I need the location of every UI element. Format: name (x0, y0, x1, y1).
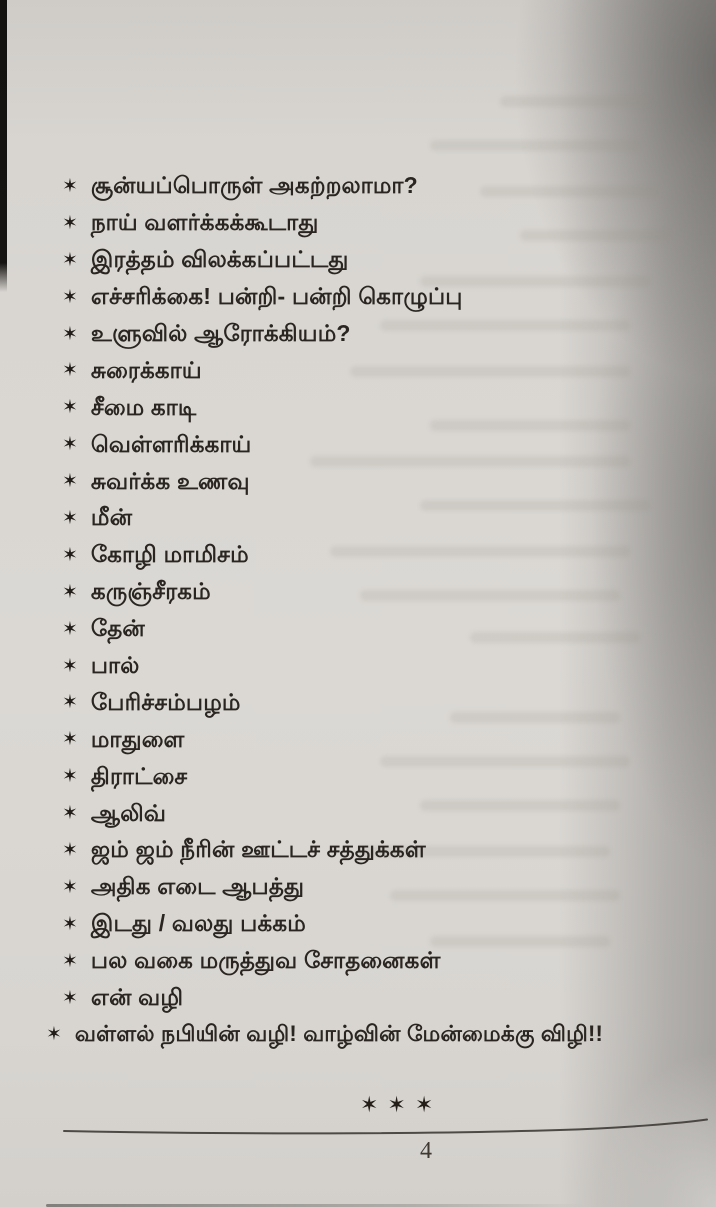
star-bullet-icon: ✶ (62, 249, 78, 271)
toc-entry (0, 612, 716, 649)
toc-entry (0, 759, 716, 796)
toc-entry (0, 907, 716, 944)
toc-entry-label: சீமை காடி (90, 393, 197, 420)
star-bullet-icon: ✶ (62, 803, 78, 825)
toc-entry-label: இடது / வலது பக்கம் (90, 910, 307, 937)
toc-entry-label: கருஞ்சீரகம் (90, 578, 211, 605)
toc-entry (0, 722, 716, 759)
toc-entry-label: மீன் (90, 504, 133, 531)
star-bullet-icon: ✶ (62, 729, 78, 751)
star-bullet-icon: ✶ (62, 581, 78, 603)
star-bullet-icon: ✶ (62, 544, 78, 566)
toc-entry-label: உளுவில் ஆரோக்கியம்? (90, 320, 351, 346)
toc-entry-label: நாய் வளர்க்கக்கூடாது (90, 209, 319, 236)
star-bullet-icon: ✶ (62, 766, 78, 788)
star-bullet-icon: ✶ (62, 987, 78, 1009)
star-bullet-icon: ✶ (62, 471, 78, 493)
toc-entry-label: திராட்சை (90, 762, 188, 789)
toc-entry (0, 427, 716, 464)
star-bullet-icon: ✶ (62, 507, 78, 529)
star-bullet-icon: ✶ (62, 692, 78, 714)
table-of-contents (0, 169, 716, 1054)
toc-entry-label: கோழி மாமிசம் (90, 541, 249, 568)
star-bullet-icon: ✶ (62, 286, 78, 308)
toc-entry-label: எச்சரிக்கை! பன்றி- பன்றி கொழுப்பு (90, 283, 463, 310)
toc-entry-label: அதிக எடை ஆபத்து (90, 873, 305, 900)
star-bullet-icon: ✶ (62, 913, 78, 935)
toc-entry-label: வள்ளல் நபியின் வழி! வாழ்வின் மேன்மைக்கு விழி!! (74, 1021, 604, 1047)
toc-entry-label: மாதுளை (90, 725, 185, 752)
star-bullet-icon: ✶ (62, 212, 78, 234)
star-bullet-icon: ✶ (46, 1024, 62, 1046)
bleedthrough-artifact (430, 140, 640, 151)
toc-entry (0, 833, 716, 870)
toc-entry-label: பல வகை மருத்துவ சோதனைகள் (90, 947, 441, 974)
toc-entry (0, 870, 716, 907)
toc-entry-label: சூன்யப்பொருள் அகற்றலாமா? (90, 172, 418, 199)
section-end-stars-icon: ✶✶✶ (360, 1092, 443, 1117)
toc-entry-label: பேரிச்சம்பழம் (90, 688, 241, 715)
toc-entry (0, 501, 716, 538)
footer-rule (0, 1118, 716, 1142)
toc-entry-label: பால் (90, 652, 140, 679)
star-bullet-icon: ✶ (62, 950, 78, 972)
toc-entry-label: தேன் (90, 615, 145, 642)
star-bullet-icon: ✶ (62, 876, 78, 898)
star-bullet-icon: ✶ (62, 655, 78, 677)
toc-entry (0, 243, 716, 280)
toc-entry-label: ஜம் ஜம் நீரின் ஊட்டச் சத்துக்கள் (90, 836, 426, 863)
toc-entry-label: ஆலிவ் (90, 799, 167, 826)
star-bullet-icon: ✶ (62, 360, 78, 382)
toc-entry (0, 796, 716, 833)
star-bullet-icon: ✶ (62, 175, 78, 197)
toc-entry (0, 390, 716, 427)
toc-entry (0, 169, 716, 206)
toc-entry-label: இரத்தம் விலக்கப்பட்டது (90, 246, 349, 273)
toc-entry (0, 353, 716, 390)
toc-entry (0, 685, 716, 722)
toc-entry (0, 280, 716, 317)
toc-entry (0, 649, 716, 686)
toc-entry (0, 575, 716, 612)
star-bullet-icon: ✶ (62, 618, 78, 640)
star-bullet-icon: ✶ (62, 397, 78, 419)
toc-entry-label: வெள்ளரிக்காய் (90, 430, 252, 457)
toc-entry-label: என் வழி (90, 984, 184, 1011)
toc-entry (0, 981, 716, 1018)
page-number: 4 (420, 1138, 432, 1164)
toc-entry-label: சுரைக்காய் (90, 356, 202, 383)
star-bullet-icon: ✶ (62, 323, 78, 345)
toc-entry (0, 1017, 716, 1054)
toc-entry (0, 538, 716, 575)
bleedthrough-artifact (500, 96, 650, 107)
toc-entry (0, 464, 716, 501)
toc-entry-label: சுவர்க்க உணவு (90, 467, 250, 494)
star-bullet-icon: ✶ (62, 434, 78, 456)
toc-entry (0, 206, 716, 243)
star-bullet-icon: ✶ (62, 839, 78, 861)
toc-entry (0, 317, 716, 354)
toc-entry (0, 944, 716, 981)
